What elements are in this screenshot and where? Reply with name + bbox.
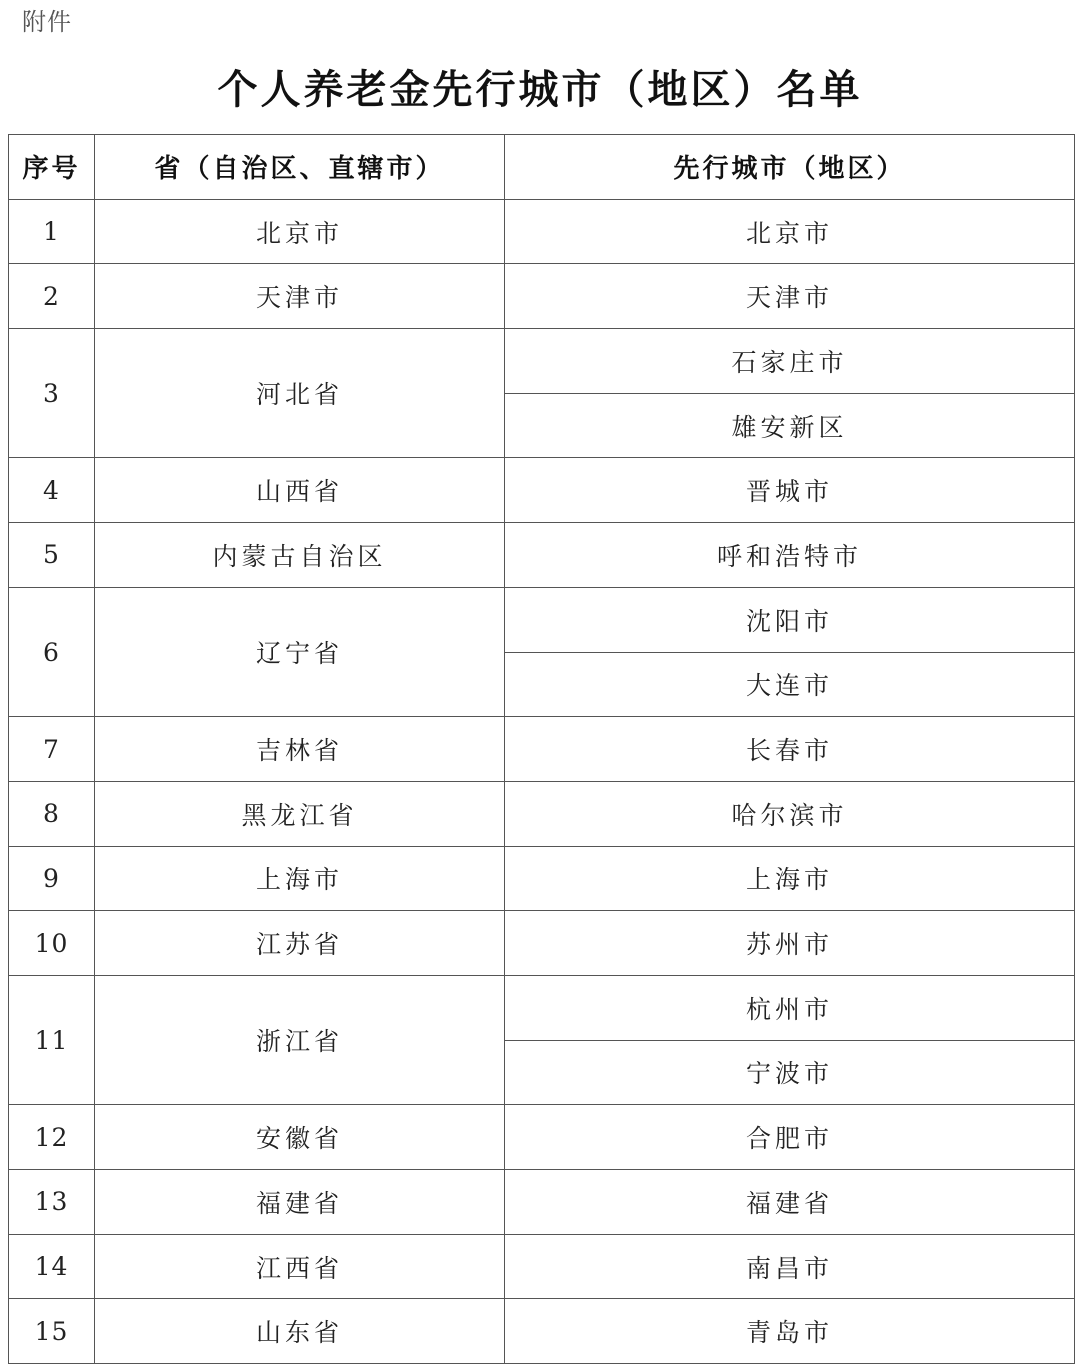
table-row bbox=[9, 587, 1075, 652]
city-cell: 晋城市 bbox=[505, 458, 1075, 523]
row-number: 4 bbox=[9, 458, 95, 523]
city-cell: 长春市 bbox=[505, 717, 1075, 782]
city-cell: 南昌市 bbox=[505, 1234, 1075, 1299]
table-row bbox=[9, 717, 1075, 782]
pilot-cities-table bbox=[8, 134, 1075, 1364]
row-number: 12 bbox=[9, 1105, 95, 1170]
city-cell: 哈尔滨市 bbox=[505, 781, 1075, 846]
row-number: 6 bbox=[9, 587, 95, 716]
row-number: 2 bbox=[9, 264, 95, 329]
city-cell: 北京市 bbox=[505, 199, 1075, 264]
province-cell: 福建省 bbox=[95, 1170, 505, 1235]
province-cell: 江苏省 bbox=[95, 911, 505, 976]
province-cell: 天津市 bbox=[95, 264, 505, 329]
province-cell: 浙江省 bbox=[95, 975, 505, 1104]
row-number: 10 bbox=[9, 911, 95, 976]
province-cell: 内蒙古自治区 bbox=[95, 523, 505, 588]
row-number: 3 bbox=[9, 329, 95, 458]
row-number: 11 bbox=[9, 975, 95, 1104]
header-province: 省（自治区、直辖市） bbox=[95, 135, 505, 200]
city-cell: 大连市 bbox=[505, 652, 1075, 717]
table-row bbox=[9, 975, 1075, 1040]
table-row bbox=[9, 781, 1075, 846]
table-row bbox=[9, 458, 1075, 523]
row-number: 5 bbox=[9, 523, 95, 588]
header-pilot-city: 先行城市（地区） bbox=[505, 135, 1075, 200]
city-cell: 宁波市 bbox=[505, 1040, 1075, 1105]
table-row bbox=[9, 846, 1075, 911]
city-cell: 呼和浩特市 bbox=[505, 523, 1075, 588]
city-cell: 苏州市 bbox=[505, 911, 1075, 976]
province-cell: 山西省 bbox=[95, 458, 505, 523]
city-cell: 杭州市 bbox=[505, 975, 1075, 1040]
row-number: 8 bbox=[9, 781, 95, 846]
row-number: 7 bbox=[9, 717, 95, 782]
city-cell: 天津市 bbox=[505, 264, 1075, 329]
city-cell: 合肥市 bbox=[505, 1105, 1075, 1170]
row-number: 14 bbox=[9, 1234, 95, 1299]
table-header bbox=[9, 135, 1075, 200]
table-body bbox=[9, 199, 1075, 1363]
table-row bbox=[9, 1170, 1075, 1235]
province-cell: 上海市 bbox=[95, 846, 505, 911]
city-cell: 福建省 bbox=[505, 1170, 1075, 1235]
attachment-label: 附件 bbox=[22, 8, 72, 36]
city-cell: 青岛市 bbox=[505, 1299, 1075, 1364]
row-number: 9 bbox=[9, 846, 95, 911]
table-row bbox=[9, 523, 1075, 588]
table-row bbox=[9, 1234, 1075, 1299]
header-row bbox=[9, 135, 1075, 200]
province-cell: 河北省 bbox=[95, 329, 505, 458]
city-cell: 上海市 bbox=[505, 846, 1075, 911]
city-cell: 雄安新区 bbox=[505, 393, 1075, 458]
table-row bbox=[9, 1299, 1075, 1364]
page-title: 个人养老金先行城市（地区）名单 bbox=[217, 66, 863, 113]
table-row bbox=[9, 1105, 1075, 1170]
table-row bbox=[9, 911, 1075, 976]
province-cell: 江西省 bbox=[95, 1234, 505, 1299]
province-cell: 辽宁省 bbox=[95, 587, 505, 716]
table-row bbox=[9, 264, 1075, 329]
province-cell: 北京市 bbox=[95, 199, 505, 264]
row-number: 13 bbox=[9, 1170, 95, 1235]
province-cell: 安徽省 bbox=[95, 1105, 505, 1170]
city-cell: 石家庄市 bbox=[505, 329, 1075, 394]
table-row bbox=[9, 329, 1075, 394]
table-row bbox=[9, 199, 1075, 264]
city-cell: 沈阳市 bbox=[505, 587, 1075, 652]
province-cell: 黑龙江省 bbox=[95, 781, 505, 846]
province-cell: 山东省 bbox=[95, 1299, 505, 1364]
row-number: 15 bbox=[9, 1299, 95, 1364]
province-cell: 吉林省 bbox=[95, 717, 505, 782]
header-serial-number: 序号 bbox=[9, 135, 95, 200]
row-number: 1 bbox=[9, 199, 95, 264]
